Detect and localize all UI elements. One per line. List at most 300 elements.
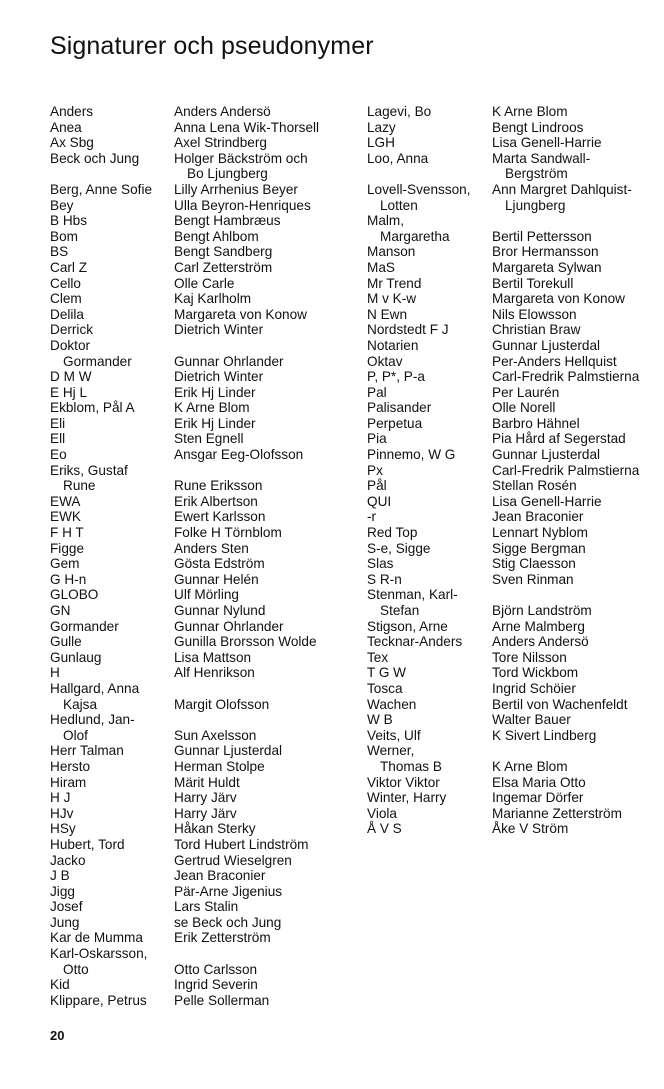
pseudonym — [50, 276, 174, 292]
entry-row — [50, 759, 319, 775]
real-name-line: Bergström — [505, 166, 568, 182]
entry-row — [50, 650, 319, 666]
pseudonym — [50, 821, 174, 837]
pseudonym-line: Hedlund, Jan- — [50, 712, 135, 728]
real-name — [492, 276, 573, 292]
pseudonym — [367, 743, 492, 774]
real-name-line: Olle Norell — [492, 400, 556, 416]
real-name-line: Ewert Karlsson — [174, 509, 266, 525]
real-name — [492, 447, 600, 463]
pseudonym-line: Gormander — [50, 618, 119, 634]
real-name — [174, 307, 307, 323]
entry-row — [367, 213, 639, 244]
real-name — [174, 946, 257, 977]
pseudonym — [50, 338, 174, 369]
pseudonym-line: T G W — [367, 665, 407, 681]
pseudonym-line: P, P*, P-a — [367, 369, 425, 385]
real-name-line — [174, 338, 284, 354]
entry-row — [50, 385, 319, 401]
pseudonym-line: Rune — [63, 478, 96, 494]
real-name-line: se Beck och Jung — [174, 914, 282, 930]
real-name-line: Ann Margret Dahlquist- — [492, 181, 632, 197]
pseudonym-line: Pal — [367, 384, 387, 400]
real-name — [492, 821, 568, 837]
real-name-line: K Sivert Lindberg — [492, 727, 597, 743]
real-name-line: Erik Hj Linder — [174, 415, 256, 431]
real-name — [174, 712, 256, 743]
entry-row — [50, 463, 319, 494]
real-name-line: Jean Braconier — [492, 509, 584, 525]
real-name-line: Anders Sten — [174, 540, 249, 556]
real-name-line: Bror Hermansson — [492, 244, 599, 260]
real-name — [492, 354, 617, 370]
pseudonym-line: Stigson, Arne — [367, 618, 448, 634]
pseudonym — [50, 712, 174, 743]
pseudonym-line: Tex — [367, 649, 389, 665]
pseudonym-line: HJv — [50, 805, 74, 821]
pseudonym — [50, 431, 174, 447]
real-name — [492, 385, 559, 401]
pseudonym — [50, 151, 174, 182]
entry-row — [367, 416, 639, 432]
pseudonym-line: Notarien — [367, 337, 419, 353]
pseudonym — [50, 541, 174, 557]
real-name — [174, 135, 267, 151]
real-name-line: Tord Hubert Lindström — [174, 836, 309, 852]
entry-row — [50, 868, 319, 884]
entry-row — [50, 104, 319, 120]
real-name-line: Erik Zetterström — [174, 930, 271, 946]
pseudonym-column-left — [50, 104, 319, 1008]
real-name-line: Erik Hj Linder — [174, 384, 256, 400]
pseudonym — [367, 213, 492, 244]
real-name — [174, 790, 237, 806]
entry-row — [50, 120, 319, 136]
entry-row — [367, 260, 639, 276]
real-name — [174, 322, 263, 338]
real-name-line: Kaj Karlholm — [174, 291, 252, 307]
entry-row — [50, 821, 319, 837]
real-name — [174, 369, 263, 385]
pseudonym-line: B Hbs — [50, 213, 88, 229]
pseudonym-line: Lotten — [380, 197, 418, 213]
pseudonym-line: EWA — [50, 493, 81, 509]
pseudonym — [367, 509, 492, 525]
pseudonym — [367, 556, 492, 572]
pseudonym-line: Malm, — [367, 213, 405, 229]
entry-row — [50, 541, 319, 557]
real-name — [492, 494, 602, 510]
entry-row — [367, 743, 639, 774]
real-name — [492, 463, 639, 479]
entry-row — [50, 416, 319, 432]
real-name — [492, 728, 596, 744]
real-name-line: Marianne Zetterström — [492, 805, 622, 821]
pseudonym — [50, 619, 174, 635]
real-name-line: Anna Lena Wik-Thorsell — [174, 119, 320, 135]
entry-row — [50, 400, 319, 416]
pseudonym-line: Kajsa — [63, 696, 98, 712]
entry-row — [367, 447, 639, 463]
pseudonym — [367, 525, 492, 541]
real-name — [492, 244, 599, 260]
entry-row — [367, 821, 639, 837]
pseudonym-line: Gormander — [63, 353, 132, 369]
pseudonym — [367, 416, 492, 432]
real-name-line: Lisa Mattson — [174, 649, 252, 665]
entry-row — [50, 946, 319, 977]
pseudonym-line: W B — [367, 712, 393, 728]
entry-row — [50, 276, 319, 292]
pseudonym-line: Margaretha — [380, 228, 450, 244]
real-name — [174, 899, 238, 915]
pseudonym-line: G H-n — [50, 571, 87, 587]
pseudonym-line: Pinnemo, W G — [367, 447, 456, 463]
entry-row — [50, 853, 319, 869]
pseudonym — [367, 541, 492, 557]
real-name — [174, 993, 269, 1009]
real-name-line: Bengt Lindroos — [492, 119, 584, 135]
real-name — [492, 135, 602, 151]
pseudonym-column-right — [367, 104, 639, 837]
pseudonym — [367, 151, 492, 182]
pseudonym — [50, 494, 174, 510]
real-name-line: Lisa Genell-Harrie — [492, 135, 602, 151]
entry-row — [50, 743, 319, 759]
entry-row — [367, 728, 639, 744]
real-name — [174, 463, 262, 494]
pseudonym — [367, 478, 492, 494]
pseudonym — [50, 930, 174, 946]
entry-row — [50, 322, 319, 338]
pseudonym-line: Karl-Oskarsson, — [50, 946, 148, 962]
pseudonym-line: Tecknar-Anders — [367, 634, 463, 650]
real-name — [174, 198, 311, 214]
entry-row — [367, 276, 639, 292]
entry-row — [50, 775, 319, 791]
entry-row — [50, 572, 319, 588]
entry-row — [367, 619, 639, 635]
real-name-line: K Arne Blom — [174, 400, 250, 416]
page-title: Signaturer och pseudonymer — [50, 32, 374, 60]
pseudonym — [50, 634, 174, 650]
pseudonym — [367, 338, 492, 354]
real-name — [174, 509, 265, 525]
real-name — [492, 556, 576, 572]
entry-row — [50, 930, 319, 946]
pseudonym-line: Ell — [50, 431, 66, 447]
pseudonym-line: H J — [50, 790, 71, 806]
pseudonym — [50, 977, 174, 993]
entry-row — [50, 899, 319, 915]
real-name — [174, 743, 282, 759]
pseudonym-line: BS — [50, 244, 69, 260]
real-name — [174, 229, 259, 245]
entry-row — [367, 463, 639, 479]
real-name-line: Nils Elowsson — [492, 306, 577, 322]
real-name-line: Alf Henrikson — [174, 665, 255, 681]
pseudonym — [50, 244, 174, 260]
pseudonym-line: Eo — [50, 447, 67, 463]
real-name-line: Gunnar Ohrlander — [174, 618, 284, 634]
real-name — [492, 634, 589, 650]
real-name-line: Carl-Fredrik Palmstierna — [492, 462, 640, 478]
pseudonym-line — [367, 166, 492, 182]
entry-row — [367, 665, 639, 681]
pseudonym — [50, 229, 174, 245]
real-name-line: Sun Axelsson — [174, 727, 257, 743]
pseudonym — [50, 759, 174, 775]
real-name — [174, 244, 272, 260]
real-name-line: Pelle Sollerman — [174, 992, 270, 1008]
pseudonym-line: M v K-w — [367, 291, 417, 307]
pseudonym-line: Viktor Viktor — [367, 774, 440, 790]
real-name — [174, 385, 256, 401]
real-name — [174, 525, 282, 541]
pseudonym — [367, 619, 492, 635]
real-name-line: Margareta von Konow — [174, 306, 307, 322]
entry-row — [50, 291, 319, 307]
pseudonym — [367, 291, 492, 307]
pseudonym-line: GLOBO — [50, 587, 99, 603]
real-name-line — [492, 213, 592, 229]
pseudonym-line: Hiram — [50, 774, 87, 790]
real-name — [492, 322, 580, 338]
real-name-line: Dietrich Winter — [174, 369, 264, 385]
pseudonym — [367, 650, 492, 666]
entry-row — [50, 603, 319, 619]
pseudonym-line: Px — [367, 462, 383, 478]
real-name-line: Pär-Arne Jigenius — [174, 883, 283, 899]
pseudonym — [50, 556, 174, 572]
entry-row — [367, 541, 639, 557]
real-name — [174, 151, 308, 182]
pseudonym — [50, 400, 174, 416]
pseudonym — [50, 385, 174, 401]
pseudonym — [50, 572, 174, 588]
real-name — [492, 416, 580, 432]
pseudonym-line: Thomas B — [380, 758, 442, 774]
pseudonym — [50, 509, 174, 525]
pseudonym-line: Red Top — [367, 525, 418, 541]
pseudonym — [367, 400, 492, 416]
entry-row — [367, 431, 639, 447]
pseudonym — [367, 385, 492, 401]
entry-row — [367, 790, 639, 806]
real-name-line: Lisa Genell-Harrie — [492, 493, 602, 509]
pseudonym-line: Å V S — [367, 821, 402, 837]
real-name-line: Olle Carle — [174, 275, 235, 291]
real-name-line: Margareta Sylwan — [492, 259, 602, 275]
real-name — [174, 338, 284, 369]
pseudonym — [50, 884, 174, 900]
pseudonym-line: Olof — [63, 727, 88, 743]
pseudonym-line: Veits, Ulf — [367, 727, 421, 743]
pseudonym-line: S-e, Sigge — [367, 540, 431, 556]
real-name-line: Björn Landström — [492, 603, 592, 618]
real-name — [492, 104, 568, 120]
pseudonym-line: Jigg — [50, 883, 75, 899]
real-name-line: Margit Olofsson — [174, 696, 270, 712]
pseudonym — [50, 899, 174, 915]
pseudonym-line: Doktor — [50, 337, 91, 353]
pseudonym-line: Lagevi, Bo — [367, 104, 432, 119]
entry-row — [50, 525, 319, 541]
pseudonym-line: Perpetua — [367, 415, 423, 431]
pseudonym-line: F H T — [50, 525, 84, 541]
real-name — [174, 915, 281, 931]
entry-row — [367, 587, 639, 618]
real-name-line: Rune Eriksson — [174, 478, 263, 494]
real-name — [492, 743, 568, 774]
real-name-line: Barbro Hähnel — [492, 415, 580, 431]
page-number: 20 — [50, 1028, 65, 1043]
entry-row — [50, 494, 319, 510]
real-name-line: Holger Bäckström och — [174, 150, 308, 166]
pseudonym-line: Stenman, Karl- — [367, 587, 458, 603]
pseudonym — [50, 603, 174, 619]
pseudonym — [50, 837, 174, 853]
pseudonym-line: Jung — [50, 914, 80, 930]
pseudonym-line: Berg, Anne Sofie — [50, 181, 153, 197]
real-name-line: Bengt Hambræus — [174, 213, 281, 229]
pseudonym — [367, 697, 492, 713]
entry-row — [50, 213, 319, 229]
real-name — [492, 806, 622, 822]
entry-row — [367, 135, 639, 151]
entry-row — [50, 619, 319, 635]
pseudonym-line: Oktav — [367, 353, 403, 369]
real-name — [174, 120, 319, 136]
real-name — [492, 338, 600, 354]
pseudonym — [367, 572, 492, 588]
pseudonym-line: Hersto — [50, 758, 91, 774]
pseudonym-line: J B — [50, 868, 70, 884]
entry-row — [367, 634, 639, 650]
pseudonym — [367, 354, 492, 370]
entry-row — [50, 977, 319, 993]
real-name-line: Gertrud Wieselgren — [174, 852, 292, 868]
entry-row — [50, 135, 319, 151]
pseudonym-line: Pia — [367, 431, 387, 447]
real-name-line: Stig Claesson — [492, 556, 576, 572]
pseudonym — [367, 681, 492, 697]
pseudonym-line: Nordstedt F J — [367, 322, 449, 338]
pseudonym-line: Gem — [50, 556, 80, 572]
entry-row — [50, 712, 319, 743]
real-name-line: Per-Anders Hellquist — [492, 353, 617, 369]
real-name-line: Lilly Arrhenius Beyer — [174, 181, 298, 197]
pseudonym-line: Hubert, Tord — [50, 836, 125, 852]
pseudonym — [50, 853, 174, 869]
real-name-line: Arne Malmberg — [492, 618, 585, 634]
real-name-line: Bertil von Wachenfeldt — [492, 696, 628, 712]
pseudonym — [50, 806, 174, 822]
real-name-line: Bertil Torekull — [492, 275, 574, 291]
real-name-line: Ansgar Eeg-Olofsson — [174, 447, 304, 463]
pseudonym-line: QUI — [367, 493, 392, 509]
real-name-line: Bengt Sandberg — [174, 244, 273, 260]
pseudonym-line: LGH — [367, 135, 395, 151]
real-name-line: Ingrid Severin — [174, 977, 258, 993]
entry-row — [50, 806, 319, 822]
pseudonym-line: Wachen — [367, 696, 417, 712]
pseudonym-line: Lovell-Svensson, — [367, 181, 471, 197]
pseudonym — [367, 322, 492, 338]
pseudonym-line: Bom — [50, 228, 78, 244]
pseudonym — [50, 915, 174, 931]
pseudonym — [50, 665, 174, 681]
pseudonym — [50, 946, 174, 977]
real-name — [174, 806, 237, 822]
entry-row — [50, 307, 319, 323]
pseudonym — [50, 322, 174, 338]
real-name — [492, 712, 571, 728]
pseudonym-line: E Hj L — [50, 384, 88, 400]
pseudonym-line: -r — [367, 509, 377, 525]
entry-row — [50, 634, 319, 650]
real-name-line: Axel Strindberg — [174, 135, 267, 151]
pseudonym — [50, 587, 174, 603]
pseudonym-line: Clem — [50, 291, 82, 307]
pseudonym-line — [50, 166, 174, 182]
real-name — [492, 400, 555, 416]
entry-row — [50, 198, 319, 214]
real-name — [492, 509, 583, 525]
real-name — [492, 478, 577, 494]
real-name — [492, 151, 590, 182]
pseudonym-line: Mr Trend — [367, 275, 422, 291]
pseudonym — [50, 681, 174, 712]
entry-row — [50, 884, 319, 900]
real-name-line — [174, 463, 262, 479]
pseudonym — [367, 182, 492, 213]
real-name — [174, 775, 240, 791]
entry-row — [50, 338, 319, 369]
pseudonym — [367, 369, 492, 385]
entry-row — [367, 151, 639, 182]
pseudonym — [367, 494, 492, 510]
pseudonym-line: Kid — [50, 977, 70, 993]
pseudonym — [50, 198, 174, 214]
pseudonym — [367, 463, 492, 479]
real-name — [174, 494, 258, 510]
real-name-line — [174, 712, 256, 728]
real-name-line: Sten Egnell — [174, 431, 244, 447]
pseudonym — [50, 291, 174, 307]
pseudonym-line: H — [50, 665, 60, 681]
real-name — [174, 759, 265, 775]
real-name — [492, 681, 576, 697]
entry-row — [367, 681, 639, 697]
real-name-line: Gunnar Ljusterdal — [492, 447, 601, 463]
pseudonym-line: Eli — [50, 415, 66, 431]
real-name-line: Harry Järv — [174, 790, 237, 806]
entry-row — [367, 307, 639, 323]
pseudonym-line: Herr Talman — [50, 743, 124, 759]
real-name-line: Marta Sandwall- — [492, 150, 591, 166]
real-name — [174, 930, 271, 946]
pseudonym — [50, 369, 174, 385]
real-name-line: Ingrid Schöier — [492, 680, 576, 696]
real-name-line: Ljungberg — [505, 197, 566, 213]
pseudonym-line: Slas — [367, 556, 394, 572]
pseudonym-line: Lazy — [367, 119, 396, 135]
pseudonym — [50, 104, 174, 120]
pseudonym-line: Derrick — [50, 322, 94, 338]
entry-row — [367, 369, 639, 385]
real-name — [492, 665, 578, 681]
